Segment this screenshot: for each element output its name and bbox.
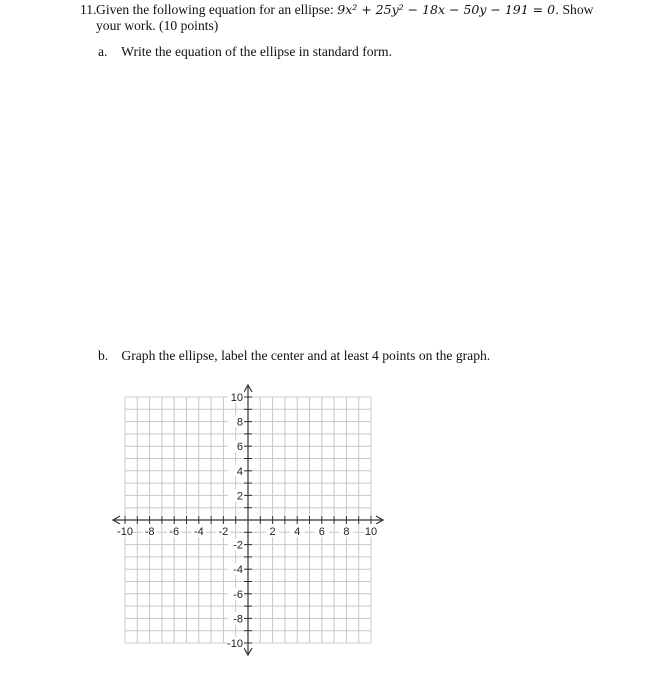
x-tick-label: 8 [343, 526, 350, 538]
x-tick-label: -2 [218, 526, 229, 538]
question-number: 11. [80, 2, 97, 17]
y-tick-label: 6 [236, 441, 243, 454]
x-tick-label: -8 [144, 526, 155, 538]
y-tick-label: -10 [227, 638, 243, 650]
part-a-label: a. [98, 44, 108, 59]
x-tick-label: 2 [269, 526, 276, 538]
y-tick-label: 4 [236, 465, 243, 478]
x-tick-label: -10 [117, 526, 133, 538]
question-intro: Given the following equation for an ellipse: [96, 2, 334, 17]
x-tick-label: 4 [294, 526, 301, 538]
y-tick-label: 10 [230, 392, 243, 404]
y-tick-label: 8 [236, 416, 243, 429]
ellipse-equation: 9x² + 25y² − 18x − 50y − 191 = 0. [337, 2, 560, 17]
y-tick-label: -8 [233, 613, 243, 626]
question-line-2: your work. (10 points) [96, 18, 219, 33]
part-a-text: Write the equation of the ellipse in standard form. [121, 44, 393, 59]
y-tick-label: -4 [233, 564, 243, 577]
y-tick-label: 2 [236, 490, 243, 503]
x-tick-label: -4 [193, 526, 204, 538]
question-instruction: Show [562, 2, 594, 17]
part-b-label: b. [98, 348, 109, 363]
x-tick-label: 10 [364, 526, 378, 538]
y-tick-label: -2 [233, 539, 243, 552]
y-tick-label: -6 [233, 588, 243, 601]
x-tick-label: -6 [169, 526, 180, 538]
part-b-text: Graph the ellipse, label the center and at least 4 points on the graph. [121, 348, 491, 363]
x-tick-label: 6 [318, 526, 325, 538]
